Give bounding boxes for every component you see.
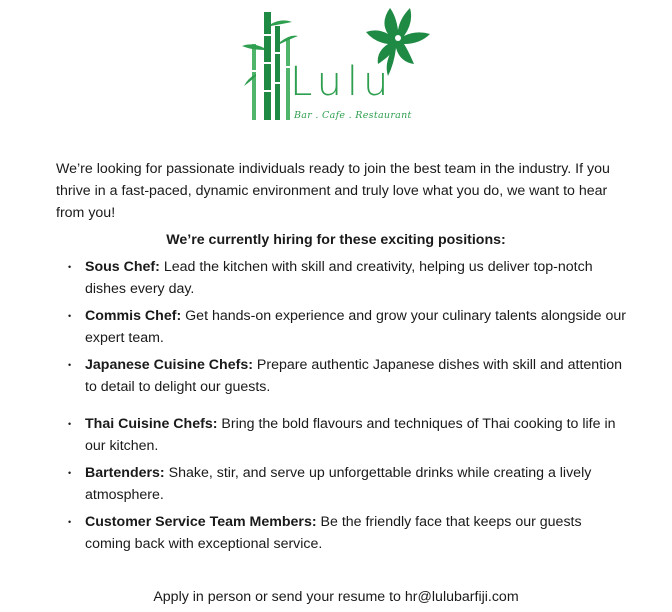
position-title: Customer Service Team Members: (85, 514, 317, 530)
position-description: Bring the bold flavours and techniques of Thai cooking to life in our kitchen. (85, 416, 616, 454)
position-description: Be the friendly face that keeps our guests coming back with exceptional service. (85, 514, 582, 552)
bullet-icon: • (68, 468, 72, 478)
position-item-commis-chef (68, 305, 628, 349)
position-title: Bartenders: (85, 465, 165, 481)
position-description: Prepare authentic Japanese dishes with skill and attention to detail to delight our guests. (85, 357, 623, 395)
position-item-bartenders (68, 462, 628, 506)
position-title: Japanese Cuisine Chefs: (85, 357, 253, 373)
position-item-thai-cuisine-chefs (68, 413, 628, 457)
bullet-icon: • (68, 311, 72, 321)
lulu-logo (238, 4, 438, 126)
position-item-japanese-cuisine-chefs (68, 354, 628, 398)
logo-tagline: Bar . Cafe . Restaurant (294, 110, 412, 121)
bullet-icon: • (68, 360, 72, 370)
position-title: Commis Chef: (85, 308, 182, 324)
position-description: Lead the kitchen with skill and creativity, helping us deliver top-notch dishes every day. (85, 259, 593, 297)
position-description: Shake, stir, and serve up unforgettable drinks while creating a lively atmosphere. (85, 465, 592, 503)
position-item-sous-chef (68, 256, 628, 300)
bullet-icon: • (68, 419, 72, 429)
position-title: Sous Chef: (85, 259, 160, 275)
apply-instructions: Apply in person or send your resume to hr@lulubarfiji.com (153, 589, 519, 605)
position-item-customer-service (68, 511, 628, 555)
bullet-icon: • (68, 262, 72, 272)
intro-paragraph: We’re looking for passionate individuals ready to join the best team in the industry. If you thrive in a fast-paced, dynamic environment and truly love what you do, we want to hear from you! (56, 161, 610, 221)
hiring-heading: We’re currently hiring for these exciting positions: (166, 232, 506, 248)
position-description: Get hands-on experience and grow your culinary talents alongside our expert team. (85, 308, 627, 346)
positions-list (68, 256, 628, 560)
logo-wordmark: Lulu (290, 59, 394, 105)
position-title: Thai Cuisine Chefs: (85, 416, 218, 432)
bullet-icon: • (68, 517, 72, 527)
